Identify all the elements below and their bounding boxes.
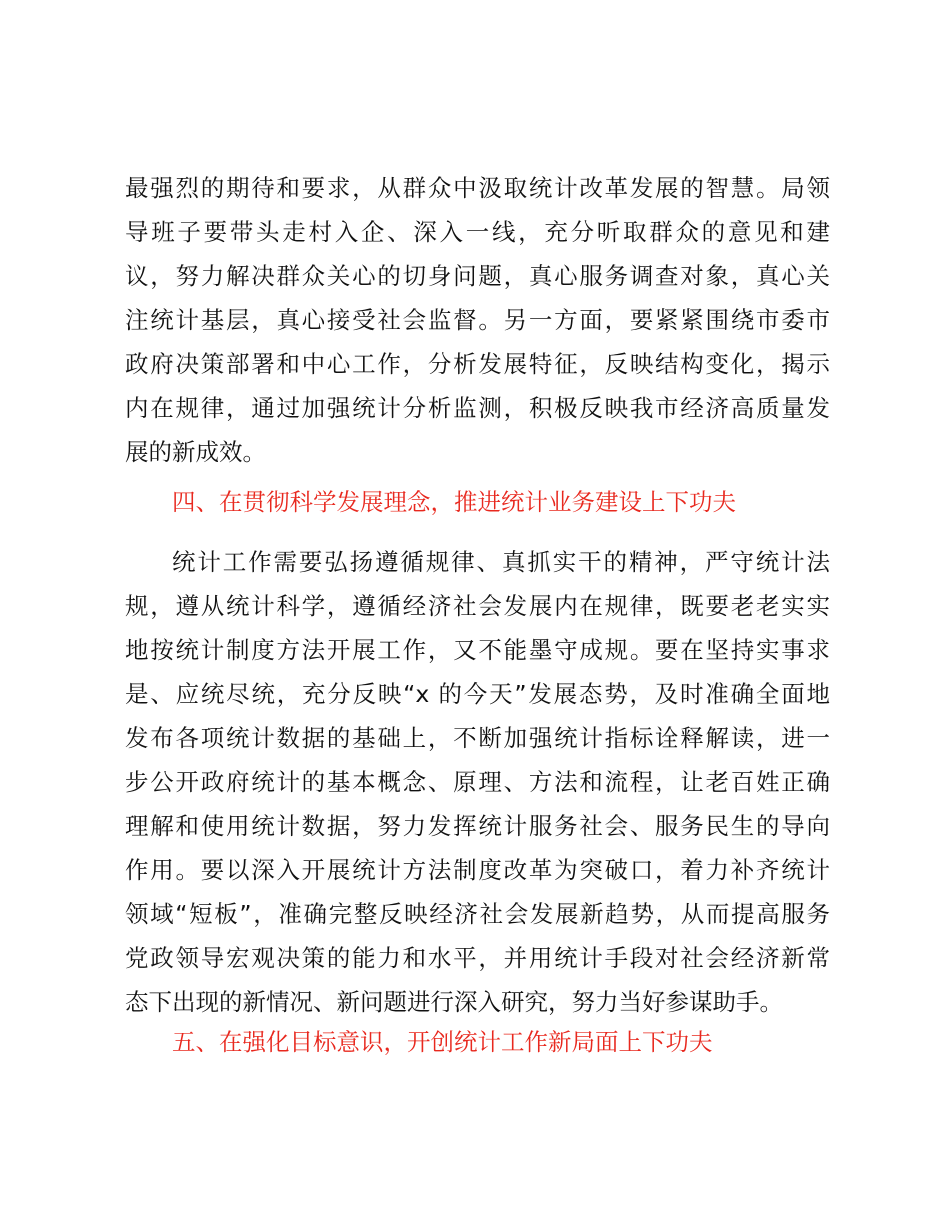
paragraph-line: 议，努力解决群众关心的切身问题，真心服务调查对象，真心关 [125,262,830,290]
paragraph-line: 政府决策部署和中心工作，分析发展特征，反映结构变化，揭示 [125,350,830,378]
paragraph-line: 地按统计制度方法开展工作，又不能墨守成规。要在坚持实事求 [125,636,830,664]
paragraph-line: 作用。要以深入开展统计方法制度改革为突破口，着力补齐统计 [125,856,830,884]
paragraph-1 [125,166,830,474]
paragraph-line: 是、应统尽统，充分反映“x 的今天”发展态势，及时准确全面地 [125,680,830,708]
paragraph-2 [125,540,830,1024]
section-heading-5: 五、在强化目标意识，开创统计工作新局面上下功夫 [172,1028,713,1056]
paragraph-line: 展的新成效。 [125,438,266,466]
paragraph-line: 党政领导宏观决策的能力和水平，并用统计手段对社会经济新常 [125,944,830,972]
paragraph-line: 注统计基层，真心接受社会监督。另一方面，要紧紧围绕市委市 [125,306,830,334]
section-heading-4: 四、在贯彻科学发展理念，推进统计业务建设上下功夫 [172,488,736,516]
paragraph-line: 内在规律，通过加强统计分析监测，积极反映我市经济高质量发 [125,394,830,422]
paragraph-line: 理解和使用统计数据，努力发挥统计服务社会、服务民生的导向 [125,812,830,840]
paragraph-line: 规，遵从统计科学，遵循经济社会发展内在规律，既要老老实实 [125,592,830,620]
paragraph-line: 领域“短板”，准确完整反映经济社会发展新趋势，从而提高服务 [125,900,830,928]
paragraph-line: 步公开政府统计的基本概念、原理、方法和流程，让老百姓正确 [125,768,830,796]
paragraph-line: 导班子要带头走村入企、深入一线，充分听取群众的意见和建 [125,218,830,246]
paragraph-line: 统计工作需要弘扬遵循规律、真抓实干的精神，严守统计法 [172,548,830,576]
paragraph-line: 发布各项统计数据的基础上，不断加强统计指标诠释解读，进一 [125,724,830,752]
paragraph-line: 态下出现的新情况、新问题进行深入研究，努力当好参谋助手。 [125,988,783,1016]
paragraph-line: 最强烈的期待和要求，从群众中汲取统计改革发展的智慧。局领 [125,174,830,202]
